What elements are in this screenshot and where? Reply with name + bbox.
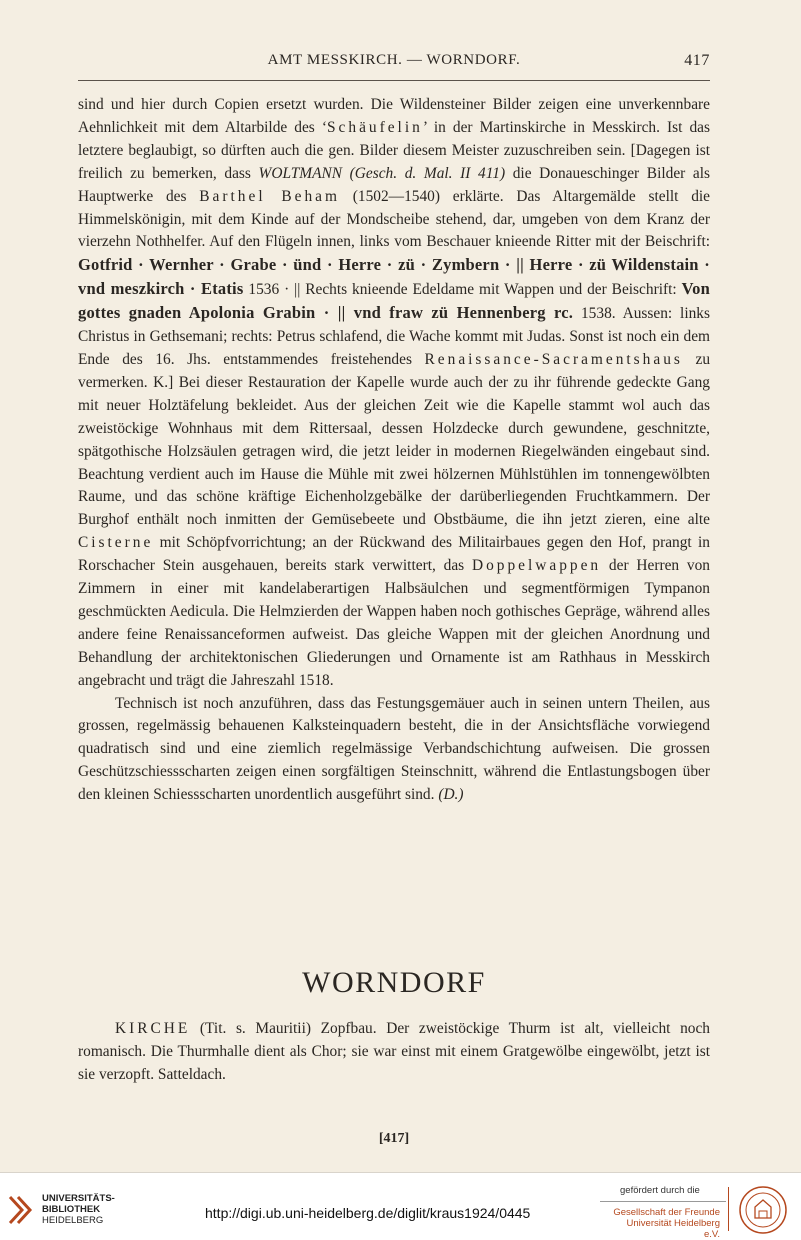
running-header — [78, 52, 710, 69]
running-title: AMT MESSKIRCH. — WORNDORF. — [267, 52, 521, 68]
paragraph-1: sind und hier durch Copien ersetzt wurden. Die Wildensteiner Bilder zeigen eine unverkennbare Aehnlichkeit mit dem Altarbilde des ‘Schäufelin’ in der Martinskirche in Messkirch. Ist das letztere beglaubigt, so dürften auch die gen. Bilder diesem Meister zuzuschreiben sein. [Dagegen ist freilich zu bemerken, dass WOLTMANN (Gesch. d. Mal. II 411) die Donaueschinger Bilder als Hauptwerke des Barthel Beham (1502—1540) erklärte. Das Altargemälde stellt die Himmelskönigin, mit dem Kinde auf der Mondscheibe stehend, dar, umgeben von dem Kranz der vierzehn Nothhelfer. Auf den Flügeln innen, links vom Beschauer knieende Ritter mit der Beischrift: Gotfrid · Wernher · Grabe · ünd · Herre · zü · Zymbern · || Herre · zü Wildenstain · vnd meszkirch · Etatis 1536 · || Rechts knieende Edeldame mit Wappen und der Beischrift: Von gottes gnaden Apolonia Grabin · || vnd fraw zü Hennenberg rc. 1538. Aussen: links Christus in Gethsemani; rechts: Petrus schlafend, die Wache kommt mit Judas. Sonst ist noch ein dem Ende des 16. Jhs. entstammendes freistehendes Renaissance-Sacramentshaus zu vermerken. K.] Bei dieser Restauration der Kapelle wurde auch der zu ihr führende gedeckte Gang mit neuer Holztäfelung bekleidet. Aus der gleichen Zeit wie die Kapelle stammt wol auch das zweistöckige Wohnhaus mit dem Rittersaal, dessen Holzdecke durch gewundene, geschnitzte, spätgothische Holzsäulen getragen wird, die jetzt leider in modernen Riegelwänden eingebaut sind. Beachtung verdient auch im Hause die Mühle mit zwei hölzernen Mühlstühlen im tonnengewölbten Raume, und das schöne kräftige Eichenholzgebälke der darüberliegenden Fruchtkammern. Der Burghof enthält noch inmitten der Gemüsebeete und Obstbäume, die ihn jetzt zieren, eine alte Cisterne mit Schöpfvorrichtung; an der Rückwand des Militairbaues gegen den Hof, prangt in Rorschacher Stein ausgehauen, bereits stark verwittert, das Doppelwappen der Herren von Zimmern in einer mit kandelaberartigen Halbsäulchen und segmentförmigen Tympanon geschmückten Aedicula. Die Helmzierden der Wappen haben noch gothisches Gepräge, während alles andere feine Renaissanceformen aufweist. Das gleiche Wappen mit der gleichen Anordnung und Behandlung der architektonischen Gliederungen und Ornamente ist am Rathhaus in Messkirch angebracht und trägt die Jahreszahl 1518. — [78, 96, 711, 689]
spaced-term-sacramentshaus: Renaissance-Sacramentshaus — [424, 350, 683, 368]
spaced-name-schaeufelin: Schäufelin — [326, 118, 423, 136]
page-number: 417 — [684, 52, 710, 69]
paragraph-kirche: KIRCHE (Tit. s. Mauritii) Zopfbau. Der zweistöckige Thurm ist alt, vielleicht noch romanisch. Die Thurmhalle dient als Chor; sie war einst mit einem Gratgewölbe eingewölbt, jetzt ist sie verzopft. Satteldach. — [78, 1020, 710, 1083]
university-seal-icon — [738, 1185, 788, 1235]
library-logo-icon — [8, 1193, 36, 1227]
paragraph-2: Technisch ist noch anzuführen, dass das Festungsgemäuer auch in seinen untern Theilen, aus grossen, regelmässig behauenen Kalksteinquadern besteht, die in der Ansichtsfläche vorwiegend quadratisch sind und eine ziemlich regelmässige Verbandschichtung aufweisen. Die grossen Geschützschiessscharten zeigen einen sorgfältigen Steinschnitt, während die Entlastungsbogen über den kleinen Schiessscharten unordentlich ausgeführt sind. (D.) — [78, 694, 710, 804]
sponsor-vertical-rule — [728, 1187, 729, 1231]
citation-woltmann: WOLTMANN (Gesch. d. Mal. II 411) — [258, 164, 506, 182]
inscription-apolonia: Von gottes gnaden Apolonia Grabin · || vnd fraw zü Hennenberg rc. — [78, 279, 711, 323]
inscription-gotfrid: Gotfrid · Wernher · Grabe · ünd · Herre · zü · Zymbern · || Herre · zü Wildenstain · vnd meszkirch · Etatis — [78, 255, 710, 299]
section-title: WORNDORF — [302, 966, 486, 999]
folio-number: [417] — [378, 1131, 410, 1146]
section-text — [78, 1018, 710, 1087]
main-text — [78, 94, 710, 807]
permalink-url[interactable]: http://digi.ub.uni-heidelberg.de/diglit/kraus1924/0445 — [205, 1205, 531, 1221]
sponsor-divider — [600, 1201, 726, 1202]
spaced-name-beham: Barthel Beham — [199, 187, 340, 205]
sponsor-name: Gesellschaft der Freunde Universität Heidelberg e.V. — [613, 1207, 720, 1240]
header-rule — [78, 80, 710, 81]
library-name: UNIVERSITÄTS- BIBLIOTHEK HEIDELBERG — [42, 1193, 115, 1226]
spaced-term-cisterne: Cisterne — [78, 534, 154, 552]
viewer-footer — [0, 1172, 801, 1240]
author-signature: (D.) — [438, 786, 464, 804]
spaced-term-kirche: KIRCHE — [115, 1020, 191, 1037]
sponsor-label: gefördert durch die — [620, 1185, 700, 1196]
spaced-term-doppelwappen: Doppelwappen — [471, 557, 602, 575]
